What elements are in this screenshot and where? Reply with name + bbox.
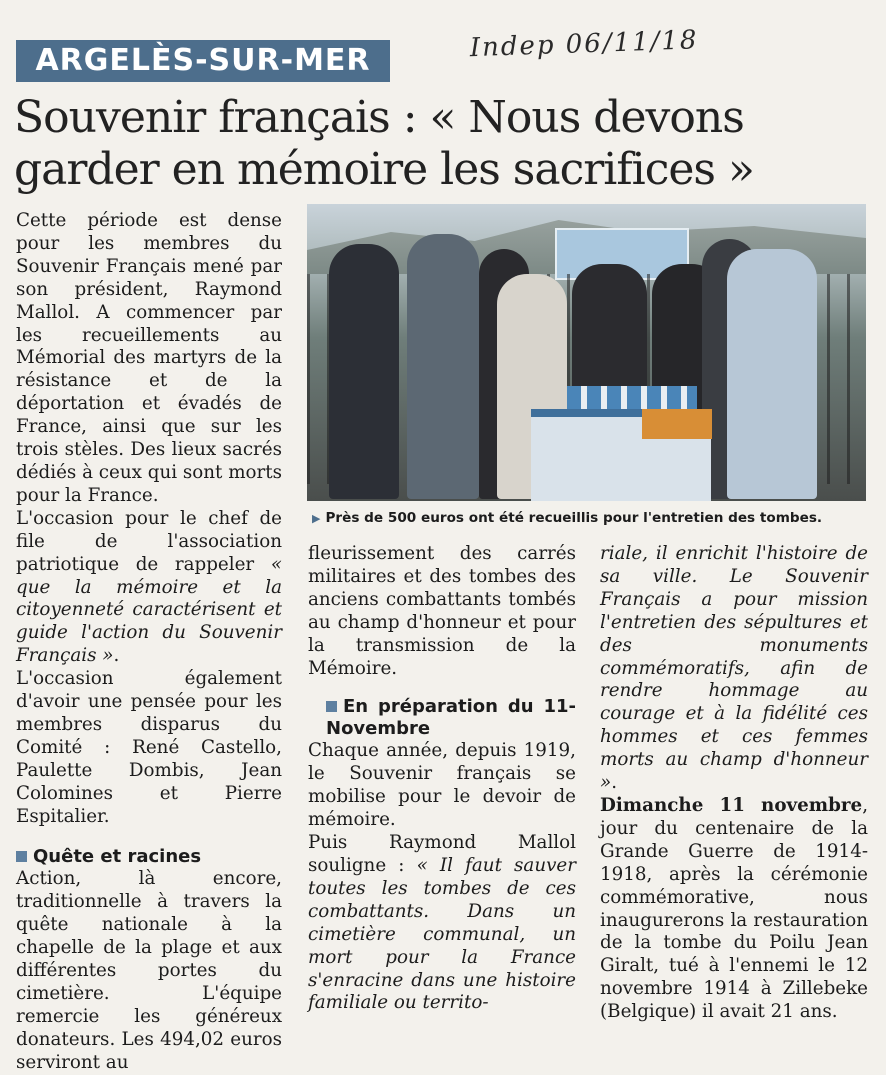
paragraph-text: , jour du centenaire de la Grande Guerre de 1914-1918, après la cérémonie commémorative, nous inaugurerons la restauration de la tombe du Poilu Jean Giralt, tué à l'ennemi le 12 novembre 1914 à Zillebeke (Belgique) il avait 21 ans. xyxy=(600,794,868,1023)
subheading xyxy=(16,846,282,868)
handwritten-date-note: Indep 06/11/18 xyxy=(469,25,699,64)
column-1 xyxy=(16,210,282,1075)
paragraph xyxy=(600,795,868,1024)
photo-booklets xyxy=(567,386,697,410)
subheading-text: Quête et racines xyxy=(33,846,202,868)
date-highlight: Dimanche 11 novembre xyxy=(600,794,863,816)
paragraph xyxy=(308,832,576,1015)
photo-person xyxy=(727,249,817,499)
photo-crate xyxy=(642,409,712,439)
quote: « Il faut sauver toutes les tombes de ces combattants. Dans un cimetière communal, un mort pour la France s'enracine dans une histoire familiale ou territo- xyxy=(308,854,576,1014)
paragraph xyxy=(16,508,282,668)
headline: Souvenir français : « Nous devons garder en mémoire les sacrifices » xyxy=(14,92,754,195)
paragraph: Action, là encore, traditionnelle à travers la quête nationale à la chapelle de la plage et aux différentes portes du cimetière. L'équipe remercie les généreux donateurs. Les 494,02 euros serviront au xyxy=(16,868,282,1073)
paragraph: Cette période est dense pour les membres du Souvenir Français mené par son président, Raymond Mallol. A commencer par les recueillements au Mémorial des martyrs de la résistance et de la déportation et évadés de France, ainsi que sur les trois stèles. Des lieux sacrés dédiés à ceux qui sont morts pour la France. xyxy=(16,210,283,506)
paragraph-text: L'occasion pour le chef de file de l'association patriotique de rappeler xyxy=(16,507,282,575)
photo-person xyxy=(572,264,647,404)
paragraph xyxy=(600,543,868,795)
article-photo xyxy=(307,204,866,501)
paragraph: Chaque année, depuis 1919, le Souvenir français se mobilise pour le devoir de mémoire. xyxy=(308,740,576,831)
bullet-square-icon xyxy=(16,851,27,862)
paragraph-text: . xyxy=(611,772,617,794)
paragraph: fleurissement des carrés militaires et des tombes des anciens combattants tombés au champ d'honneur et pour la transmission de la Mémoire. xyxy=(308,543,576,679)
photo-caption xyxy=(312,509,872,528)
paragraph-text: . xyxy=(113,645,120,667)
paragraph: L'occasion également d'avoir une pensée pour les membres disparus du Comité : René Castello, Paulette Dombis, Jean Colomines et Pierre Espitalier. xyxy=(16,668,282,827)
quote: riale, il enrichit l'histoire de sa ville. Le Souvenir Français a pour mission l'entretien des sépultures et des monuments commémoratifs, afin de rendre hommage au courage et à la fidélité ces hommes et ces femmes morts au champ d'honneur » xyxy=(600,543,868,794)
photo-person xyxy=(407,234,479,499)
paragraph-text: Puis Raymond Mallol souligne : xyxy=(308,832,576,876)
quote: « que la mémoire et la citoyenneté caractérisent et guide l'action du Souvenir Français » xyxy=(16,553,282,667)
photo-person xyxy=(329,244,399,499)
bullet-square-icon xyxy=(326,701,337,712)
location-tag: ARGELÈS-SUR-MER xyxy=(16,40,390,82)
subheading xyxy=(308,696,576,740)
caption-marker-icon: ▶ xyxy=(312,512,321,525)
column-3 xyxy=(600,543,868,1024)
caption-text: Près de 500 euros ont été recueillis pour l'entretien des tombes. xyxy=(325,510,823,526)
subheading-text: En préparation du 11-Novembre xyxy=(326,696,576,740)
column-2 xyxy=(308,543,576,1015)
